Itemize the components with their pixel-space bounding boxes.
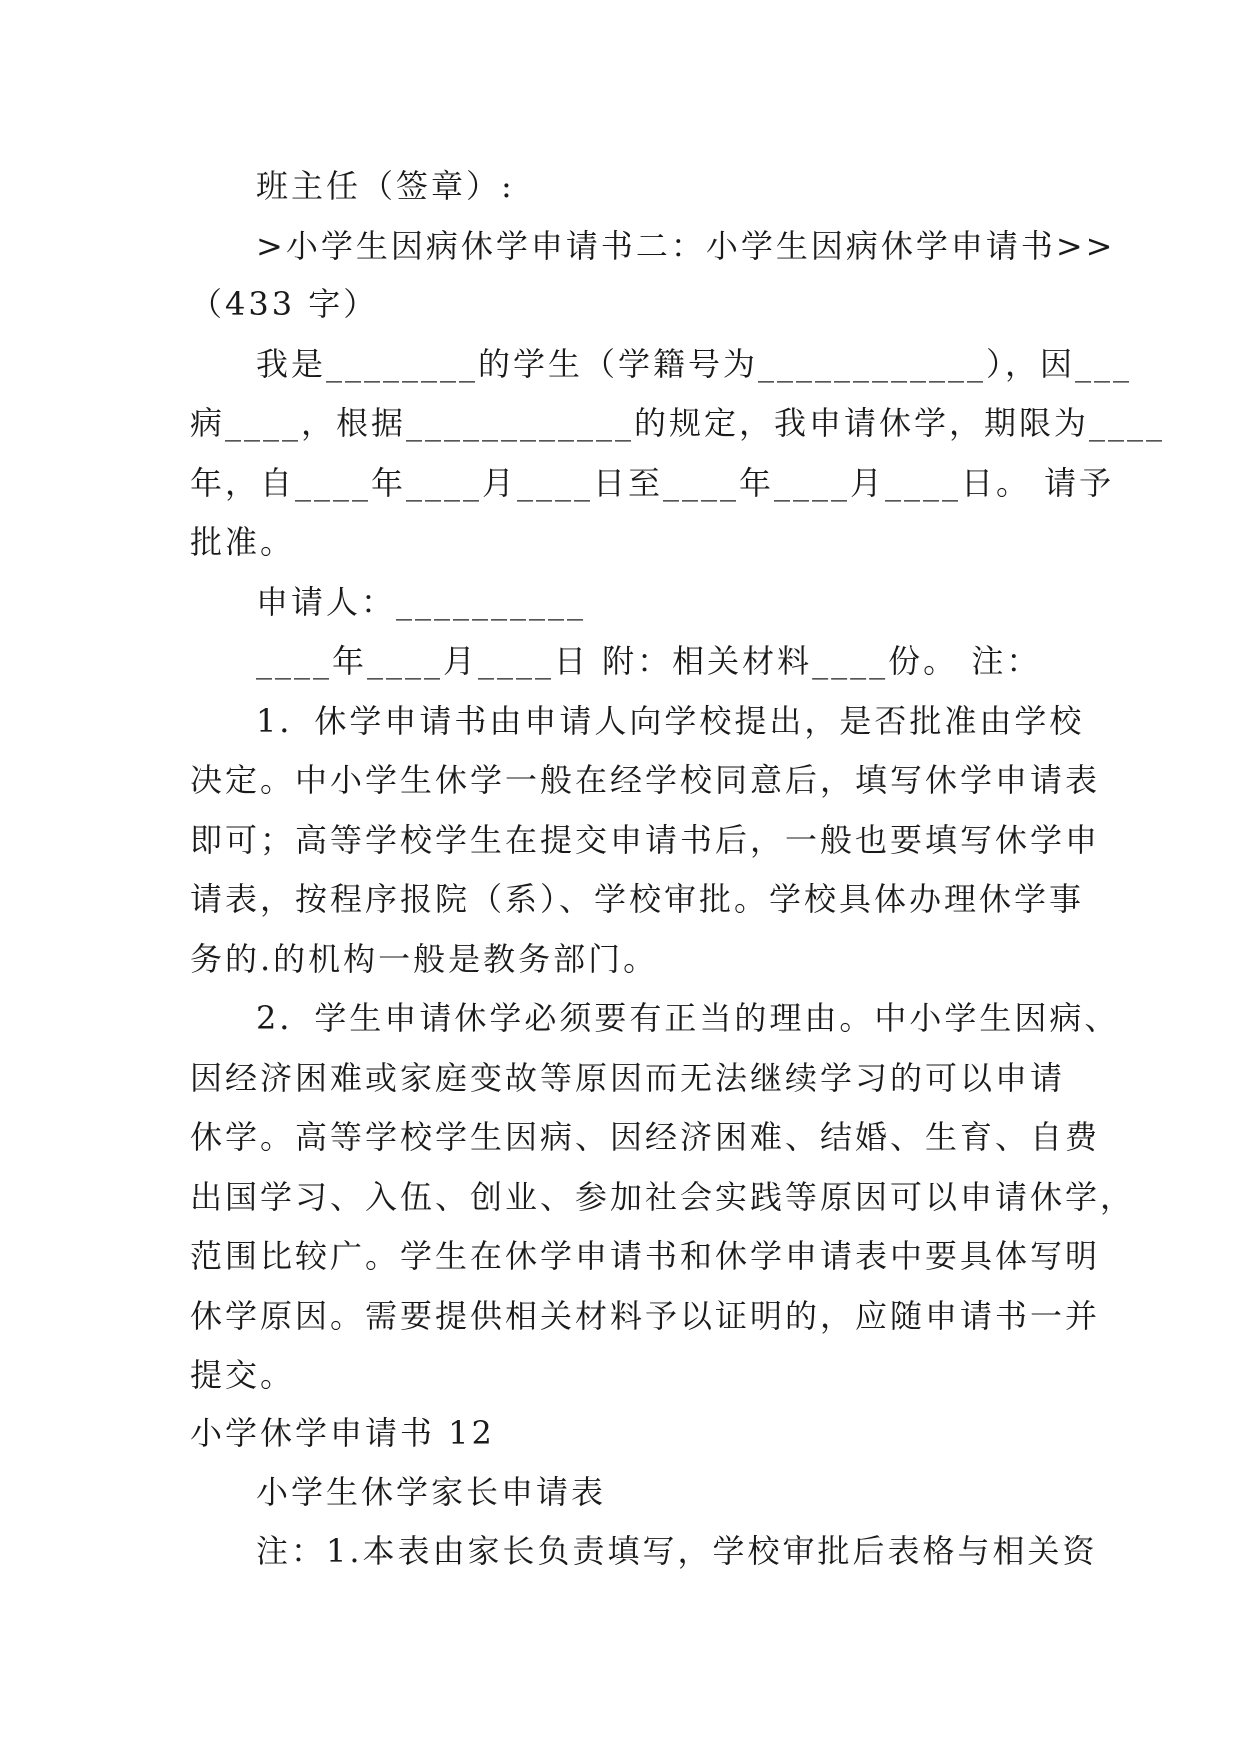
note-paragraph-line: 2．学生申请休学必须要有正当的理由。中小学生因病、 bbox=[256, 999, 1120, 1037]
note-paragraph-line: 请表，按程序报院（系）、学校审批。学校具体办理休学事 bbox=[190, 880, 1085, 918]
note-paragraph-line: 决定。中小学生休学一般在经学校同意后，填写休学申请表 bbox=[190, 761, 1101, 799]
section-title: 小学休学申请书 12 bbox=[190, 1414, 495, 1452]
applicant-line: 申请人：__________ bbox=[256, 583, 587, 621]
form-note-line: 注：1.本表由家长负责填写，学校审批后表格与相关资 bbox=[256, 1532, 1098, 1570]
paragraph-line: 我是________的学生（学籍号为____________），因___ bbox=[256, 345, 1133, 383]
note-paragraph-line: 休学原因。需要提供相关材料予以证明的，应随申请书一并 bbox=[190, 1297, 1101, 1335]
word-count: （433 字） bbox=[190, 285, 379, 323]
signature-line: 班主任（签章）: bbox=[256, 167, 515, 205]
note-paragraph-line: 因经济困难或家庭变故等原因而无法继续学习的可以申请 bbox=[190, 1059, 1066, 1097]
note-paragraph-line: 休学。高等学校学生因病、因经济困难、结婚、生育、自费 bbox=[190, 1118, 1101, 1156]
form-title: 小学生休学家长申请表 bbox=[256, 1473, 607, 1511]
note-paragraph-line: 范围比较广。学生在休学申请书和休学申请表中要具体写明 bbox=[190, 1237, 1101, 1275]
note-paragraph-line: 提交。 bbox=[190, 1356, 296, 1394]
paragraph-line: 批准。 bbox=[190, 523, 296, 561]
paragraph-line: 年，自____年____月____日至____年____月____日。 请予 bbox=[190, 464, 1115, 502]
note-paragraph-line: 出国学习、入伍、创业、参加社会实践等原因可以申请休学， bbox=[190, 1178, 1136, 1216]
paragraph-line: 病____，根据____________的规定，我申请休学，期限为____ bbox=[190, 404, 1166, 442]
note-paragraph-line: 务的.的机构一般是教务部门。 bbox=[190, 940, 659, 978]
note-paragraph-line: 1．休学申请书由申请人向学校提出，是否批准由学校 bbox=[256, 702, 1085, 740]
section-heading: >小学生因病休学申请书二：小学生因病休学申请书>> bbox=[256, 227, 1116, 265]
date-attachment-line: ____年____月____日 附：相关材料____份。 注： bbox=[256, 642, 1042, 680]
note-paragraph-line: 即可；高等学校学生在提交申请书后，一般也要填写休学申 bbox=[190, 821, 1101, 859]
